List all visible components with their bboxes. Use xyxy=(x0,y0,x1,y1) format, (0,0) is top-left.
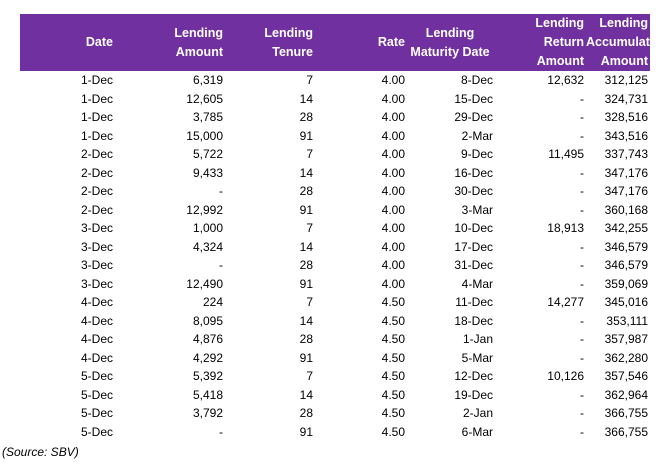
cell-date: 4-Dec xyxy=(80,313,113,328)
cell-maturity-date: 12-Dec xyxy=(454,369,493,383)
cell-accumulated-amount: 328,516 xyxy=(604,110,648,124)
cell-accumulated-amount: 357,987 xyxy=(604,332,648,346)
cell-rate: 4.50 xyxy=(381,424,405,439)
table-header-row xyxy=(20,14,650,71)
header-text-line: Lending xyxy=(599,16,648,30)
table-row xyxy=(20,256,650,275)
cell-maturity-date: 19-Dec xyxy=(454,387,493,402)
table-row xyxy=(20,201,650,220)
cell-date: 1-Dec xyxy=(80,73,113,87)
cell-rate: 4.00 xyxy=(381,128,405,143)
cell-lending-amount: 1,000 xyxy=(192,221,223,235)
lending-table-container xyxy=(20,14,665,441)
table-row xyxy=(20,349,650,368)
header-text-line: Amount xyxy=(175,44,223,59)
table-row xyxy=(20,404,650,423)
cell-rate: 4.00 xyxy=(381,165,405,180)
source-note: (Source: SBV) xyxy=(2,445,79,459)
cell-lending-amount: 9,433 xyxy=(192,165,223,180)
cell-lending-tenure: 91 xyxy=(299,276,313,291)
cell-return-amount: - xyxy=(580,110,584,124)
cell-return-amount: - xyxy=(580,91,584,106)
cell-rate: 4.00 xyxy=(381,184,405,198)
cell-maturity-date: 4-Mar xyxy=(461,276,493,291)
cell-lending-tenure: 7 xyxy=(306,73,313,87)
cell-lending-amount: 3,785 xyxy=(192,110,223,124)
header-rate xyxy=(315,14,407,71)
header-text-line: Maturity Date xyxy=(410,44,490,59)
cell-maturity-date: 2-Jan xyxy=(462,406,493,420)
header-maturity-date xyxy=(407,14,495,71)
cell-date: 4-Dec xyxy=(80,332,113,346)
header-lending-amount xyxy=(115,14,225,71)
cell-rate: 4.50 xyxy=(381,406,405,420)
cell-rate: 4.50 xyxy=(381,387,405,402)
cell-return-amount: 10,126 xyxy=(547,369,584,383)
cell-accumulated-amount: 353,111 xyxy=(606,313,648,328)
cell-rate: 4.00 xyxy=(381,202,405,217)
cell-return-amount: 18,913 xyxy=(547,221,584,235)
cell-accumulated-amount: 346,579 xyxy=(604,258,648,272)
cell-accumulated-amount: 345,016 xyxy=(604,295,648,309)
table-row xyxy=(20,164,650,183)
cell-return-amount: 11,495 xyxy=(548,147,584,161)
cell-accumulated-amount: 362,280 xyxy=(604,350,648,365)
cell-return-amount: 14,277 xyxy=(547,295,584,309)
header-date xyxy=(20,14,115,71)
cell-rate: 4.00 xyxy=(381,258,405,272)
cell-maturity-date: 17-Dec xyxy=(454,239,493,254)
cell-accumulated-amount: 366,755 xyxy=(604,424,648,439)
header-text-line: Rate xyxy=(377,35,405,49)
cell-return-amount: - xyxy=(580,387,584,402)
cell-rate: 4.50 xyxy=(381,313,405,328)
cell-lending-amount: - xyxy=(219,184,223,198)
cell-return-amount: - xyxy=(580,406,584,420)
cell-date: 2-Dec xyxy=(80,202,113,217)
table-row xyxy=(20,367,650,386)
cell-lending-tenure: 7 xyxy=(306,221,313,235)
cell-lending-tenure: 91 xyxy=(299,202,313,217)
cell-lending-amount: 12,992 xyxy=(186,202,223,217)
lending-table xyxy=(20,14,665,441)
cell-return-amount: - xyxy=(580,350,584,365)
cell-maturity-date: 6-Mar xyxy=(461,424,493,439)
cell-accumulated-amount: 343,516 xyxy=(604,128,648,143)
cell-maturity-date: 18-Dec xyxy=(454,313,493,328)
cell-date: 2-Dec xyxy=(80,165,113,180)
table-row xyxy=(20,293,650,312)
table-row xyxy=(20,90,650,109)
cell-lending-amount: 12,605 xyxy=(186,91,223,106)
cell-lending-tenure: 28 xyxy=(299,110,313,124)
cell-date: 2-Dec xyxy=(80,184,113,198)
cell-date: 3-Dec xyxy=(80,258,113,272)
cell-accumulated-amount: 337,743 xyxy=(604,147,648,161)
cell-maturity-date: 31-Dec xyxy=(454,258,493,272)
cell-maturity-date: 16-Dec xyxy=(454,165,493,180)
table-row xyxy=(20,275,650,294)
header-lending-tenure xyxy=(225,14,315,71)
cell-date: 3-Dec xyxy=(80,239,113,254)
cell-rate: 4.50 xyxy=(381,369,405,383)
cell-rate: 4.50 xyxy=(381,332,405,346)
cell-lending-tenure: 28 xyxy=(299,406,313,420)
cell-lending-tenure: 7 xyxy=(306,147,313,161)
cell-rate: 4.00 xyxy=(381,91,405,106)
cell-accumulated-amount: 342,255 xyxy=(604,221,648,235)
cell-lending-tenure: 28 xyxy=(299,332,313,346)
cell-return-amount: - xyxy=(580,276,584,291)
cell-date: 5-Dec xyxy=(80,387,113,402)
cell-lending-tenure: 91 xyxy=(299,350,313,365)
cell-maturity-date: 8-Dec xyxy=(460,73,493,87)
cell-return-amount: - xyxy=(580,332,584,346)
cell-lending-tenure: 14 xyxy=(299,313,313,328)
cell-maturity-date: 11-Dec xyxy=(455,295,493,309)
cell-maturity-date: 2-Mar xyxy=(461,128,493,143)
cell-accumulated-amount: 347,176 xyxy=(604,165,648,180)
header-text-line: Lending xyxy=(535,16,584,30)
cell-accumulated-amount: 324,731 xyxy=(604,91,648,106)
cell-date: 3-Dec xyxy=(80,276,113,291)
cell-rate: 4.00 xyxy=(381,276,405,291)
header-text-line: Lending xyxy=(174,25,223,40)
header-text-line: Return xyxy=(543,35,584,49)
cell-lending-amount: 4,324 xyxy=(192,239,223,254)
cell-lending-tenure: 91 xyxy=(299,128,313,143)
cell-lending-amount: 5,418 xyxy=(192,387,223,402)
cell-return-amount: - xyxy=(580,202,584,217)
cell-lending-amount: - xyxy=(219,258,223,272)
cell-accumulated-amount: 312,125 xyxy=(604,73,648,87)
cell-lending-amount: 5,722 xyxy=(192,147,223,161)
cell-lending-tenure: 28 xyxy=(299,184,313,198)
table-row xyxy=(20,145,650,164)
cell-rate: 4.00 xyxy=(381,73,405,87)
table-row xyxy=(20,238,650,257)
cell-lending-tenure: 7 xyxy=(306,369,313,383)
cell-lending-tenure: 14 xyxy=(299,165,313,180)
cell-lending-amount: - xyxy=(219,424,223,439)
cell-return-amount: - xyxy=(580,165,584,180)
table-row xyxy=(20,71,650,90)
cell-date: 5-Dec xyxy=(80,406,113,420)
cell-maturity-date: 29-Dec xyxy=(454,110,493,124)
cell-maturity-date: 15-Dec xyxy=(454,91,493,106)
cell-date: 4-Dec xyxy=(80,295,113,309)
cell-accumulated-amount: 362,964 xyxy=(604,387,648,402)
table-row xyxy=(20,219,650,238)
cell-date: 4-Dec xyxy=(80,350,113,365)
cell-date: 5-Dec xyxy=(80,369,113,383)
cell-return-amount: - xyxy=(580,313,584,328)
cell-date: 2-Dec xyxy=(80,147,113,161)
cell-lending-amount: 4,876 xyxy=(192,332,223,346)
cell-lending-amount: 15,000 xyxy=(186,128,223,143)
cell-lending-amount: 6,319 xyxy=(192,73,223,87)
cell-date: 3-Dec xyxy=(80,221,113,235)
cell-maturity-date: 1-Jan xyxy=(462,332,493,346)
cell-lending-amount: 3,792 xyxy=(192,406,223,420)
cell-date: 1-Dec xyxy=(80,91,113,106)
cell-accumulated-amount: 347,176 xyxy=(604,184,648,198)
cell-return-amount: - xyxy=(580,424,584,439)
cell-maturity-date: 10-Dec xyxy=(454,221,493,235)
cell-lending-tenure: 91 xyxy=(299,424,313,439)
table-row xyxy=(20,330,650,349)
cell-return-amount: - xyxy=(580,128,584,143)
cell-return-amount: - xyxy=(580,258,584,272)
cell-lending-tenure: 14 xyxy=(299,387,313,402)
cell-maturity-date: 5-Mar xyxy=(461,350,493,365)
table-row xyxy=(20,386,650,405)
header-accumulated-amount xyxy=(586,14,665,71)
cell-lending-amount: 12,490 xyxy=(186,276,223,291)
header-text-line: Accumulated xyxy=(586,35,665,49)
header-text-line: Date xyxy=(85,35,113,49)
header-text-line: Amount xyxy=(600,54,648,68)
cell-rate: 4.00 xyxy=(381,110,405,124)
cell-lending-tenure: 28 xyxy=(299,258,313,272)
cell-lending-amount: 224 xyxy=(202,295,223,309)
header-text-line: Lending xyxy=(425,25,475,40)
table-row xyxy=(20,127,650,146)
cell-accumulated-amount: 346,579 xyxy=(604,239,648,254)
header-return-amount xyxy=(495,14,586,71)
cell-return-amount: 12,632 xyxy=(547,73,584,87)
cell-lending-tenure: 14 xyxy=(299,239,313,254)
cell-lending-amount: 5,392 xyxy=(192,369,223,383)
table-body xyxy=(20,71,650,441)
table-row xyxy=(20,312,650,331)
cell-lending-tenure: 7 xyxy=(306,295,313,309)
cell-lending-tenure: 14 xyxy=(299,91,313,106)
header-text-line: Lending xyxy=(264,25,313,40)
cell-accumulated-amount: 359,069 xyxy=(604,276,648,291)
cell-return-amount: - xyxy=(580,239,584,254)
cell-accumulated-amount: 360,168 xyxy=(604,202,648,217)
cell-rate: 4.00 xyxy=(381,239,405,254)
cell-lending-amount: 4,292 xyxy=(192,350,223,365)
table-row xyxy=(20,108,650,127)
cell-lending-amount: 8,095 xyxy=(192,313,223,328)
table-row xyxy=(20,423,650,442)
header-text-line: Tenure xyxy=(272,44,313,59)
table-row xyxy=(20,182,650,201)
cell-accumulated-amount: 366,755 xyxy=(604,406,648,420)
cell-date: 5-Dec xyxy=(80,424,113,439)
cell-maturity-date: 9-Dec xyxy=(460,147,493,161)
cell-date: 1-Dec xyxy=(80,128,113,143)
cell-accumulated-amount: 357,546 xyxy=(604,369,648,383)
cell-return-amount: - xyxy=(580,184,584,198)
cell-maturity-date: 30-Dec xyxy=(454,184,493,198)
cell-rate: 4.50 xyxy=(381,350,405,365)
cell-rate: 4.00 xyxy=(381,221,405,235)
header-text-line: Amount xyxy=(536,54,584,68)
cell-rate: 4.00 xyxy=(381,147,405,161)
cell-date: 1-Dec xyxy=(80,110,113,124)
cell-maturity-date: 3-Mar xyxy=(461,202,493,217)
cell-rate: 4.50 xyxy=(381,295,405,309)
